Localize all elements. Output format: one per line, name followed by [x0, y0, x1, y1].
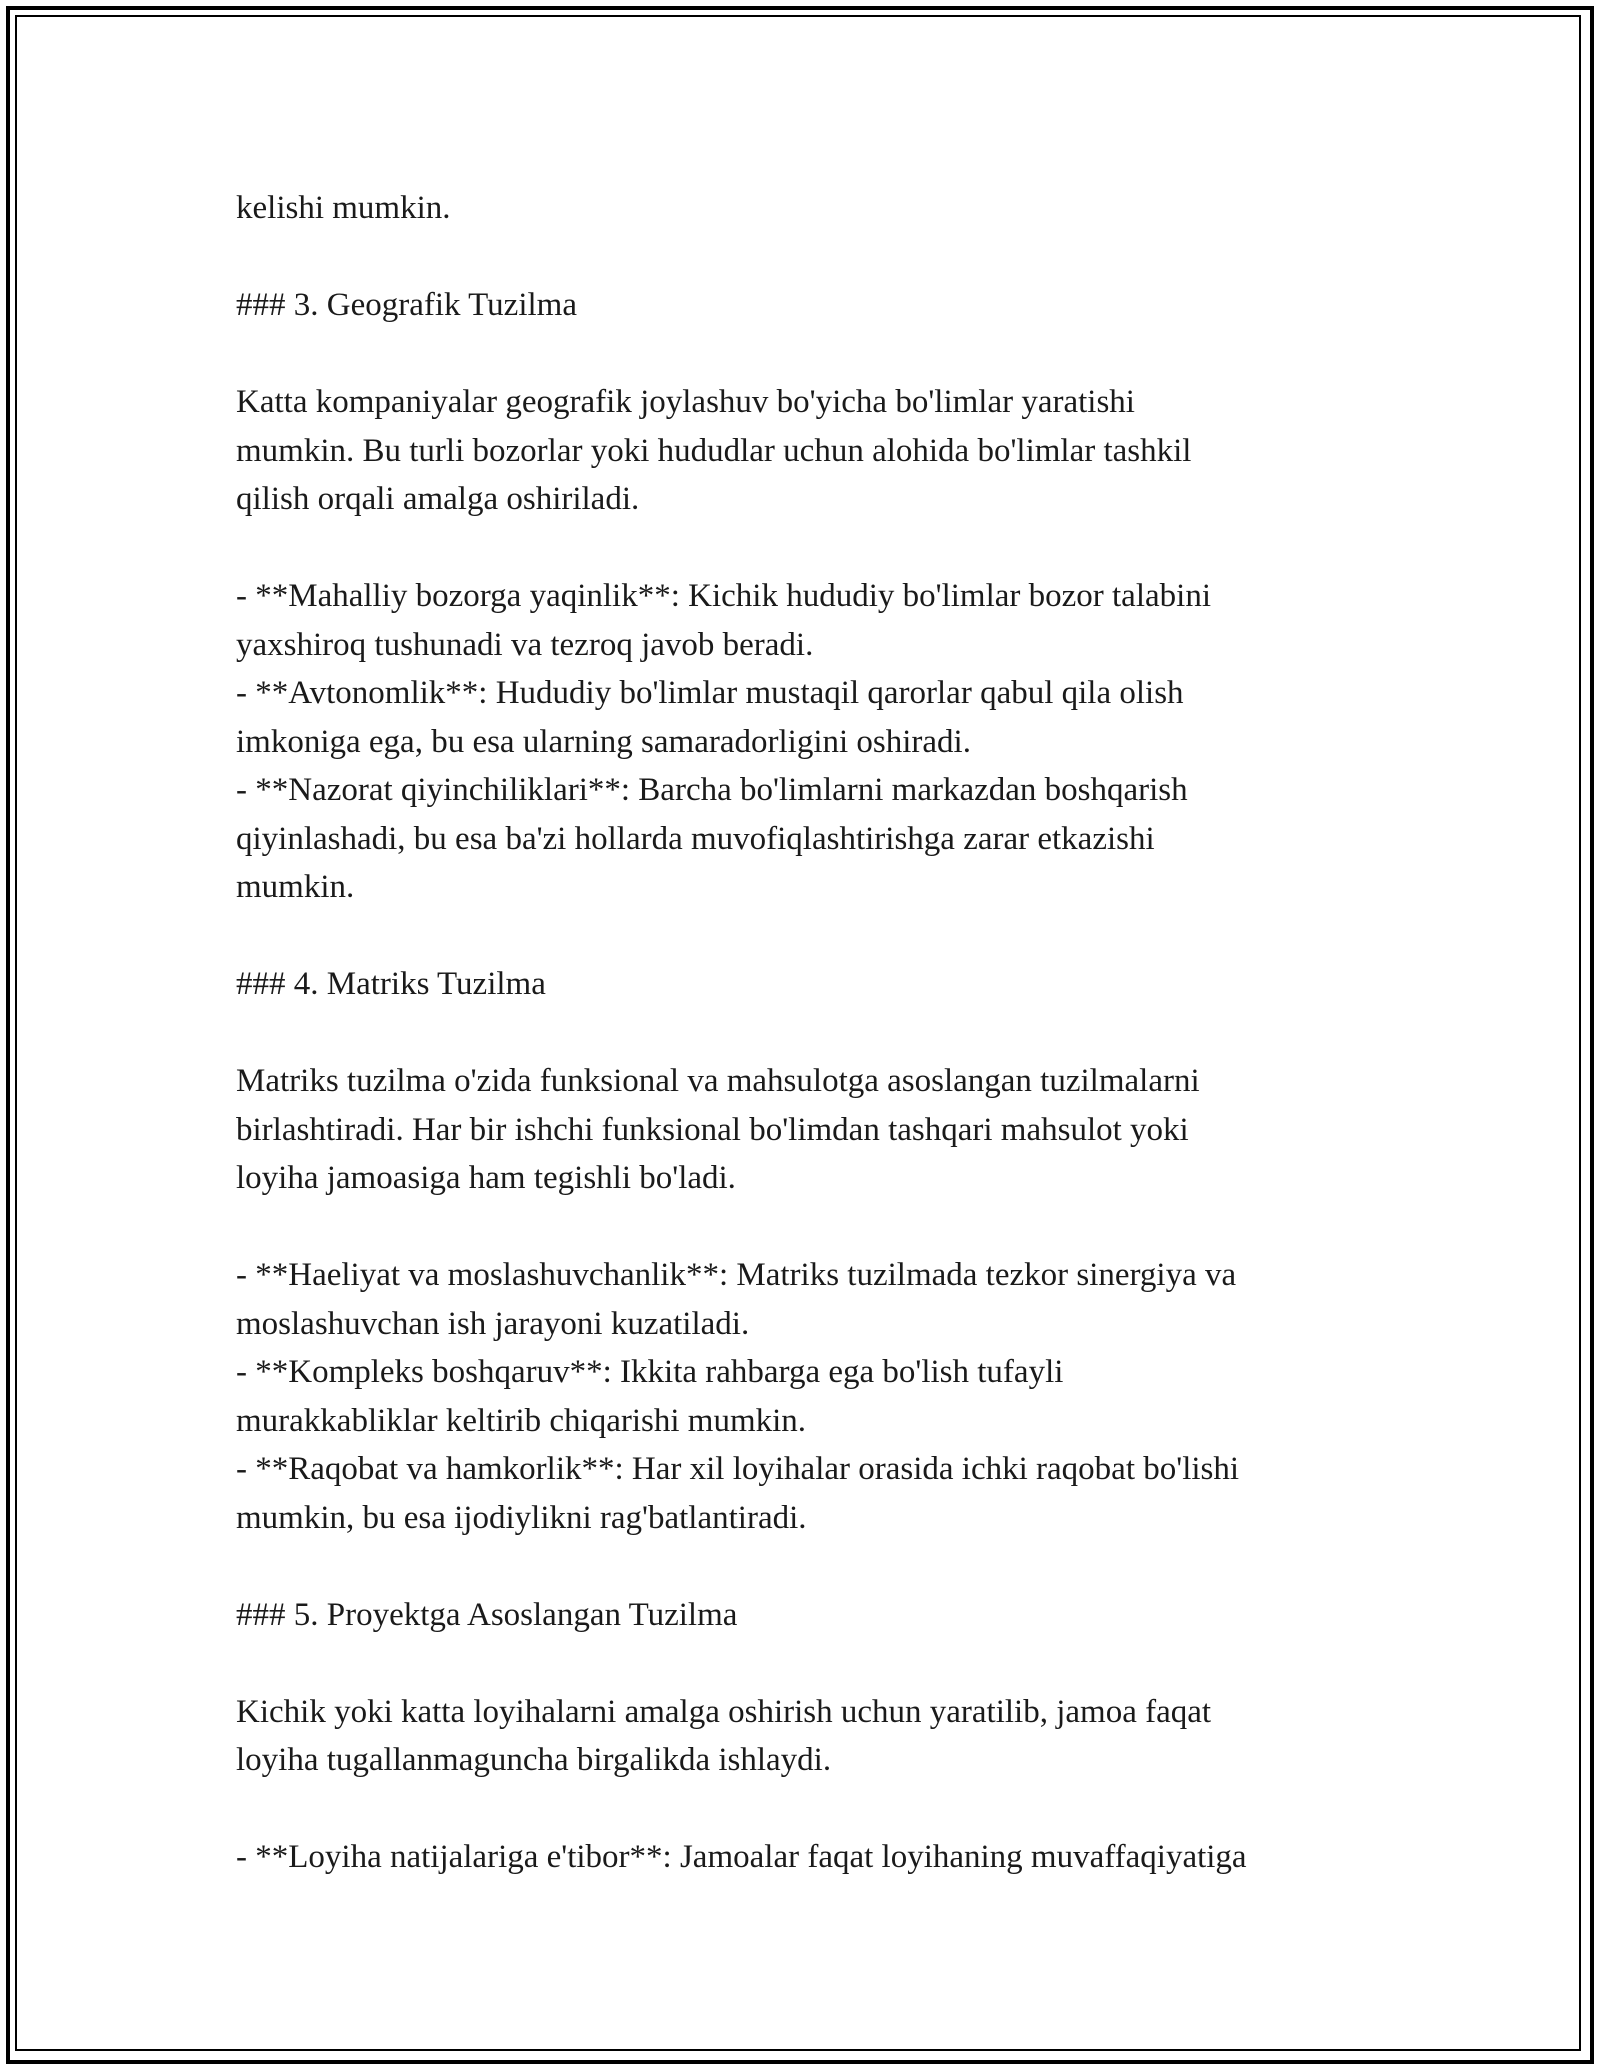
section-heading [236, 960, 1416, 1009]
block-spacer [236, 1009, 1416, 1058]
list-line: mumkin, bu esa ijodiylikni rag'batlantiradi. [236, 1499, 807, 1536]
block-spacer [236, 330, 1416, 379]
bullet-list [236, 572, 1416, 912]
block-spacer [236, 1203, 1416, 1252]
text-block [236, 1688, 1416, 1785]
text-line: Matriks tuzilma o'zida funksional va mahsulotga asoslangan tuzilmalarni [236, 1063, 1200, 1099]
text-line: Kichik yoki katta loyihalarni amalga oshirish uchun yaratilib, jamoa faqat [236, 1693, 1212, 1730]
text-line: kelishi mumkin. [236, 190, 451, 226]
list-line: yaxshiroq tushunadi va tezroq javob beradi. [236, 626, 814, 663]
list-line: - **Avtonomlik**: Hududiy bo'limlar mustaqil qarorlar qabul qila olish [236, 675, 1184, 711]
list-line: - **Haeliyat va moslashuvchanlik**: Matriks tuzilmada tezkor sinergiya va [236, 1257, 1237, 1293]
section-heading [236, 281, 1416, 330]
list-line: moslashuvchan ish jarayoni kuzatiladi. [236, 1305, 750, 1342]
text-line: qilish orqali amalga oshiriladi. [236, 481, 640, 517]
list-line: - **Loyiha natijalariga e'tibor**: Jamoalar faqat loyihaning muvaffaqiyatiga [236, 1839, 1247, 1875]
list-line: - **Kompleks boshqaruv**: Ikkita rahbarga ega bo'lish tufayli [236, 1354, 1064, 1390]
block-spacer [236, 524, 1416, 573]
list-line: murakkabliklar keltirib chiqarishi mumkin. [236, 1402, 807, 1439]
list-line: - **Nazorat qiyinchiliklari**: Barcha bo'limlarni markazdan boshqarish [236, 772, 1188, 808]
text-line: loyiha jamoasiga ham tegishli bo'ladi. [236, 1160, 736, 1196]
heading-line: ### 4. Matriks Tuzilma [236, 966, 546, 1002]
text-line: birlashtiradi. Har bir ishchi funksional bo'limdan tashqari mahsulot yoki [236, 1111, 1189, 1148]
list-line: imkoniga ega, bu esa ularning samaradorligini oshiradi. [236, 723, 971, 760]
block-spacer [236, 1542, 1416, 1591]
text-line: Katta kompaniyalar geografik joylashuv bo'yicha bo'limlar yaratishi [236, 384, 1135, 420]
list-line: mumkin. [236, 869, 355, 905]
document-body [236, 184, 1416, 1882]
bullet-list [236, 1833, 1416, 1882]
text-line: loyiha tugallanmaguncha birgalikda ishlaydi. [236, 1742, 832, 1778]
block-spacer [236, 1639, 1416, 1688]
bullet-list [236, 1251, 1416, 1542]
block-spacer [236, 1785, 1416, 1834]
text-block [236, 378, 1416, 524]
list-line: - **Mahalliy bozorga yaqinlik**: Kichik hududiy bo'limlar bozor talabini [236, 578, 1211, 614]
list-line: - **Raqobat va hamkorlik**: Har xil loyihalar orasida ichki raqobat bo'lishi [236, 1451, 1240, 1487]
block-spacer [236, 912, 1416, 961]
text-line: mumkin. Bu turli bozorlar yoki hududlar uchun alohida bo'limlar tashkil [236, 432, 1192, 469]
block-spacer [236, 233, 1416, 282]
heading-line: ### 5. Proyektga Asoslangan Tuzilma [236, 1596, 738, 1633]
list-line: qiyinlashadi, bu esa ba'zi hollarda muvofiqlashtirishga zarar etkazishi [236, 820, 1155, 857]
text-block [236, 1057, 1416, 1203]
heading-line: ### 3. Geografik Tuzilma [236, 287, 577, 323]
section-heading [236, 1591, 1416, 1640]
text-block [236, 184, 1416, 233]
